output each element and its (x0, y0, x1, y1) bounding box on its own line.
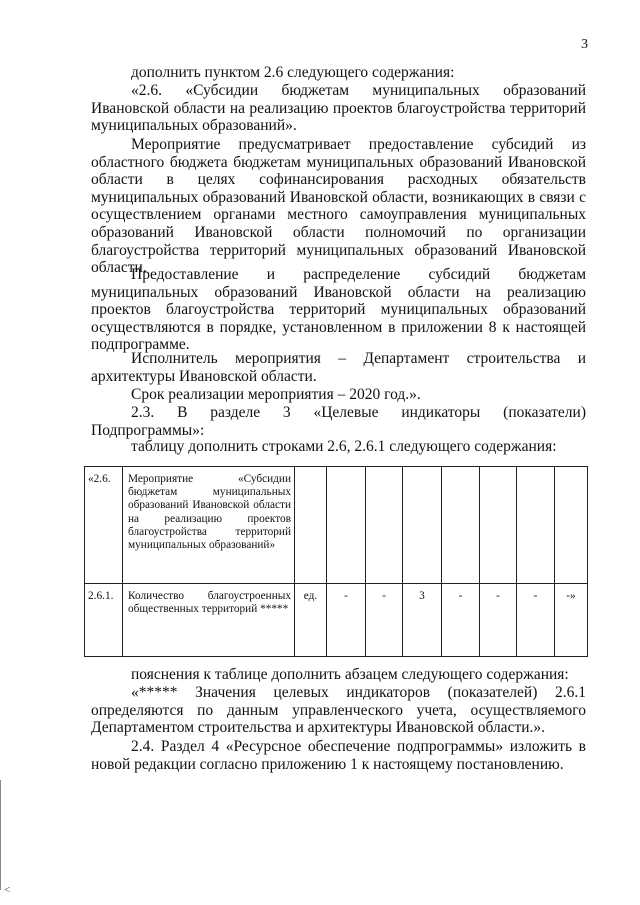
row-number: 2.6.1. (85, 584, 123, 657)
table-cell (517, 467, 555, 584)
margin-mark: < (4, 884, 11, 896)
table-cell: -» (555, 584, 588, 657)
indicators-table (84, 466, 588, 657)
row-number: «2.6. (85, 467, 123, 584)
paragraph-event-description: Мероприятие предусматривает предоставление субсидий из областного бюджета бюджетам муниципальных образований Ивановской области в целях софинансирования расходных обязательств муниципальных образований Ивановской области, возникающих в связи с осуществлением органами местного самоуправления муниципальных образований Ивановской области полномочий по организации благоустройства территорий муниципальных образований Ивановской области. (91, 136, 586, 277)
table-cell: - (327, 584, 366, 657)
paragraph-table-intro: таблицу дополнить строками 2.6, 2.6.1 следующего содержания: (131, 438, 557, 455)
table-cell (327, 467, 366, 584)
table-cell (555, 467, 588, 584)
row-unit (295, 467, 327, 584)
margin-line (0, 780, 1, 890)
paragraph-item-2-6: «2.6. «Субсидии бюджетам муниципальных образований Ивановской области на реализацию проектов благоустройства территорий муниципальных образований». (91, 82, 586, 135)
table-cell: - (442, 584, 480, 657)
table-cell: - (480, 584, 517, 657)
paragraph-table-notes: пояснения к таблице дополнить абзацем следующего содержания: (131, 666, 569, 683)
table-row (85, 467, 588, 584)
paragraph-subsidy-distribution: Предоставление и распределение субсидий бюджетам муниципальных образований Ивановской области на реализацию проектов благоустройства территорий муниципальных образований осуществляются в порядке, установленном в приложении 8 к настоящей подпрограмме. (91, 266, 586, 354)
table-cell (403, 467, 442, 584)
paragraph-executor: Исполнитель мероприятия – Департамент строительства и архитектуры Ивановской области. (91, 350, 586, 385)
table-cell: - (517, 584, 555, 657)
table-cell (480, 467, 517, 584)
page-number: 3 (581, 37, 588, 52)
table-cell: 3 (403, 584, 442, 657)
row-name: Мероприятие «Субсидии бюджетам муниципальных образований Ивановской области на реализацию проектов благоустройства территорий муниципальных образований» (123, 467, 295, 584)
table-cell (442, 467, 480, 584)
table-cell (366, 467, 403, 584)
paragraph-footnote: «***** Значения целевых индикаторов (показателей) 2.6.1 определяются по данным управленческого учета, осуществляемого Департаментом строительства и архитектуры Ивановской области.». (91, 684, 586, 737)
paragraph-deadline: Срок реализации мероприятия – 2020 год.». (131, 386, 421, 403)
row-unit: ед. (295, 584, 327, 657)
paragraph-intro: дополнить пунктом 2.6 следующего содержания: (131, 64, 455, 81)
table-row (85, 584, 588, 657)
row-name: Количество благоустроенных общественных территорий ***** (123, 584, 295, 657)
table-cell: - (366, 584, 403, 657)
paragraph-item-2-4: 2.4. Раздел 4 «Ресурсное обеспечение подпрограммы» изложить в новой редакции согласно приложению 1 к настоящему постановлению. (91, 738, 586, 773)
paragraph-item-2-3: 2.3. В разделе 3 «Целевые индикаторы (показатели) Подпрограммы»: (91, 404, 586, 439)
